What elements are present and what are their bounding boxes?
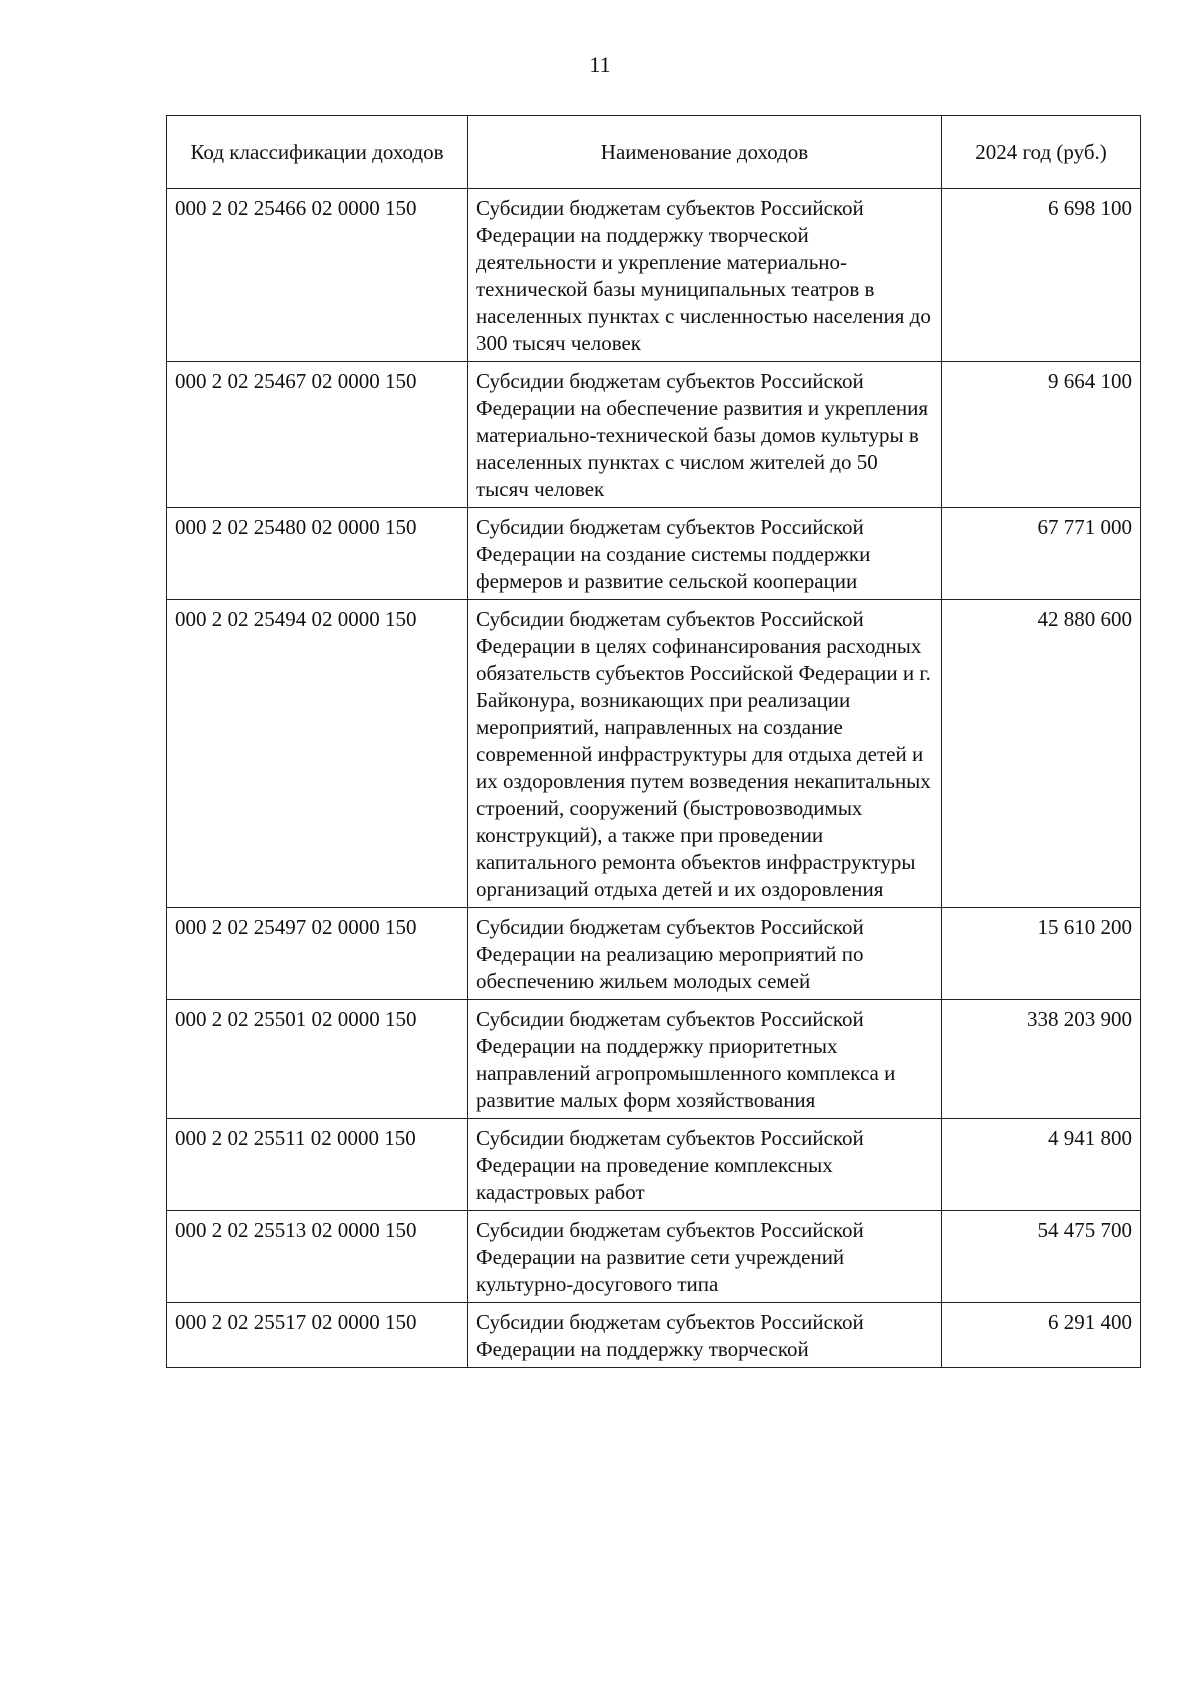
row-amount: 6 291 400 — [942, 1303, 1141, 1368]
table-row — [167, 1303, 1141, 1368]
row-code: 000 2 02 25466 02 0000 150 — [167, 189, 468, 362]
table-row — [167, 908, 1141, 1000]
row-code: 000 2 02 25501 02 0000 150 — [167, 1000, 468, 1119]
table-row — [167, 189, 1141, 362]
row-name: Субсидии бюджетам субъектов Российской Федерации на поддержку творческой деятельности и укрепление материально-технической базы муниципальных театров в населенных пунктах с численностью населения до 300 тысяч человек — [468, 189, 942, 362]
row-amount: 4 941 800 — [942, 1119, 1141, 1211]
table-row — [167, 1211, 1141, 1303]
row-code: 000 2 02 25513 02 0000 150 — [167, 1211, 468, 1303]
row-amount: 67 771 000 — [942, 508, 1141, 600]
table-row — [167, 508, 1141, 600]
table-row — [167, 362, 1141, 508]
row-name: Субсидии бюджетам субъектов Российской Федерации в целях софинансирования расходных обязательств субъектов Российской Федерации и г. Байконура, возникающих при реализации мероприятий, направленных на создание современной инфраструктуры для отдыха детей и их оздоровления путем возведения некапитальных строений, сооружений (быстровозводимых конструкций), а также при проведении капитального ремонта объектов инфраструктуры организаций отдыха детей и их оздоровления — [468, 600, 942, 908]
table-row — [167, 1000, 1141, 1119]
page-number: 11 — [589, 52, 611, 77]
table-header — [167, 116, 1141, 189]
row-code: 000 2 02 25480 02 0000 150 — [167, 508, 468, 600]
row-code: 000 2 02 25467 02 0000 150 — [167, 362, 468, 508]
row-name: Субсидии бюджетам субъектов Российской Федерации на обеспечение развития и укрепления материально-технической базы домов культуры в населенных пунктах с числом жителей до 50 тысяч человек — [468, 362, 942, 508]
row-name: Субсидии бюджетам субъектов Российской Федерации на поддержку творческой — [468, 1303, 942, 1368]
row-amount: 6 698 100 — [942, 189, 1141, 362]
row-name: Субсидии бюджетам субъектов Российской Федерации на развитие сети учреждений культурно-досугового типа — [468, 1211, 942, 1303]
row-code: 000 2 02 25494 02 0000 150 — [167, 600, 468, 908]
row-name: Субсидии бюджетам субъектов Российской Федерации на проведение комплексных кадастровых работ — [468, 1119, 942, 1211]
row-amount: 9 664 100 — [942, 362, 1141, 508]
header-name: Наименование доходов — [468, 116, 942, 189]
header-row — [167, 116, 1141, 189]
header-amount: 2024 год (руб.) — [942, 116, 1141, 189]
row-code: 000 2 02 25517 02 0000 150 — [167, 1303, 468, 1368]
header-code: Код классификации доходов — [167, 116, 468, 189]
row-code: 000 2 02 25497 02 0000 150 — [167, 908, 468, 1000]
row-code: 000 2 02 25511 02 0000 150 — [167, 1119, 468, 1211]
table-row — [167, 600, 1141, 908]
row-name: Субсидии бюджетам субъектов Российской Федерации на создание системы поддержки фермеров и развитие сельской кооперации — [468, 508, 942, 600]
row-name: Субсидии бюджетам субъектов Российской Федерации на реализацию мероприятий по обеспечению жильем молодых семей — [468, 908, 942, 1000]
row-amount: 54 475 700 — [942, 1211, 1141, 1303]
table-body — [167, 189, 1141, 1368]
table-row — [167, 1119, 1141, 1211]
row-amount: 338 203 900 — [942, 1000, 1141, 1119]
row-amount: 42 880 600 — [942, 600, 1141, 908]
row-amount: 15 610 200 — [942, 908, 1141, 1000]
row-name: Субсидии бюджетам субъектов Российской Федерации на поддержку приоритетных направлений агропромышленного комплекса и развитие малых форм хозяйствования — [468, 1000, 942, 1119]
income-table — [166, 115, 1141, 1368]
